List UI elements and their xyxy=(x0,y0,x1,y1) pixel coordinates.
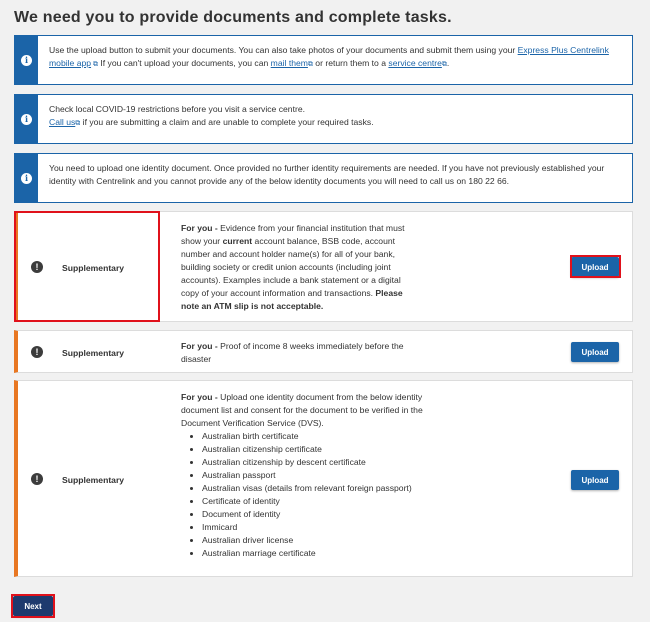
task-desc-text: account balance, BSB code, account number and account holder name(s) for all of your bank, building society or credit union accounts (including joint accounts). Examples include a bank statement or a digital copy of your account information and transactions. xyxy=(181,236,401,298)
list-item: • Document of identity xyxy=(202,508,426,521)
exclamation-icon: ! xyxy=(31,473,43,485)
for-you-label: For you - xyxy=(181,223,218,233)
call-us-link[interactable]: Call us xyxy=(49,117,76,127)
task-desc-text: Proof of income 8 weeks immediately before the disaster xyxy=(181,341,404,364)
info-icon: i xyxy=(21,114,32,125)
list-item: • Australian passport xyxy=(202,469,426,482)
alert-text-line: Check local COVID-19 restrictions before you visit a service centre. xyxy=(49,104,305,114)
task-label: Supplementary xyxy=(62,263,125,273)
alert-text-part: If you can't upload your documents, you can xyxy=(98,58,271,68)
service-centre-link[interactable]: service centre xyxy=(388,58,442,68)
list-item: • Certificate of identity xyxy=(202,495,426,508)
upload-button[interactable]: Upload xyxy=(571,257,619,277)
list-item: • Australian citizenship certificate xyxy=(202,443,426,456)
info-icon: i xyxy=(21,55,32,66)
task-card xyxy=(14,330,633,373)
task-desc-text: Evidence from your financial institution that must show your xyxy=(181,223,405,246)
task-desc-text: Upload one identity document from the below identity document list and consent for the document to be verified in the Document Verification Service (DVS). xyxy=(181,392,423,428)
task-description xyxy=(181,391,426,560)
alert-text: You need to upload one identity document. Once provided no further identity requirements are needed. If you have not previously established your identity with Centrelink and you cannot provide any of the below identity documents you will need to call us on 180 22 66. xyxy=(49,163,605,186)
alert-text xyxy=(38,95,384,143)
alert-text-part: or return them to a xyxy=(312,58,389,68)
info-alert-covid xyxy=(14,94,633,144)
exclamation-icon: ! xyxy=(31,346,43,358)
upload-button[interactable]: Upload xyxy=(571,470,619,490)
alert-side xyxy=(15,36,38,84)
identity-document-list xyxy=(181,430,426,560)
external-link-icon: ⧉ xyxy=(91,61,98,68)
express-plus-link[interactable]: Express Plus Centrelink mobile app xyxy=(49,45,609,68)
info-alert-upload xyxy=(14,35,633,85)
external-link-icon: ⧉ xyxy=(75,120,81,127)
task-label: Supplementary xyxy=(62,475,125,485)
list-item: • Australian birth certificate xyxy=(202,430,426,443)
task-description xyxy=(181,340,416,366)
task-description xyxy=(181,222,416,313)
upload-button[interactable]: Upload xyxy=(571,342,619,362)
external-link-icon: ⧉ xyxy=(307,61,313,68)
for-you-label: For you - xyxy=(181,392,218,402)
alert-side xyxy=(15,95,38,143)
page-title: We need you to provide documents and complete tasks. xyxy=(14,9,452,26)
task-card xyxy=(14,211,633,322)
alert-text-part: Use the upload button to submit your documents. You can also take photos of your documents and submit them using your xyxy=(49,45,518,55)
list-item: • Australian marriage certificate xyxy=(202,547,426,560)
alert-text-part: if you are submitting a claim and are unable to complete your required tasks. xyxy=(80,117,374,127)
alert-text-part: . xyxy=(446,58,450,68)
task-label: Supplementary xyxy=(62,348,125,358)
list-item: • Australian driver license xyxy=(202,534,426,547)
mail-them-link[interactable]: mail them xyxy=(270,58,308,68)
for-you-label: For you - xyxy=(181,341,218,351)
task-desc-bold: current xyxy=(222,236,253,246)
list-item: • Australian visas (details from relevant foreign passport) xyxy=(202,482,426,495)
list-item: • Australian citizenship by descent certificate xyxy=(202,456,426,469)
info-alert-identity xyxy=(14,153,633,203)
task-desc-bold: Please note an ATM slip is not acceptable. xyxy=(181,288,403,311)
info-icon: i xyxy=(21,173,32,184)
external-link-icon: ⧉ xyxy=(441,61,447,68)
next-button[interactable]: Next xyxy=(13,596,53,616)
task-card xyxy=(14,380,633,577)
alert-text xyxy=(38,36,632,84)
exclamation-icon: ! xyxy=(31,261,43,273)
alert-side xyxy=(15,154,38,202)
alert-text-line xyxy=(49,116,374,130)
list-item: • Immicard xyxy=(202,521,426,534)
